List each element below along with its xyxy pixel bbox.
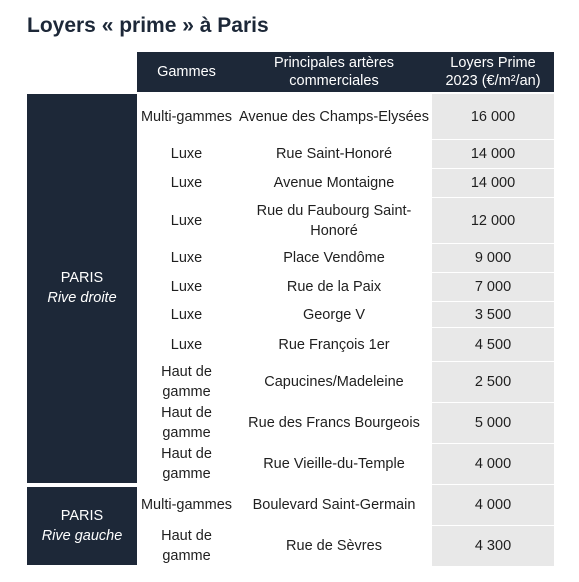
gamme-cell: Luxe	[137, 244, 236, 273]
gamme-cell: Luxe	[137, 273, 236, 302]
region-name: PARIS	[60, 270, 104, 287]
artere-cell: Rue Vieille-du-Temple	[236, 444, 432, 485]
loyer-cell: 3 500	[432, 302, 554, 328]
artere-cell: Capucines/Madeleine	[236, 362, 432, 403]
loyer-cell: 12 000	[432, 198, 554, 244]
gamme-cell: Luxe	[137, 198, 236, 244]
artere-cell: Rue du Faubourg Saint-Honoré	[236, 198, 432, 244]
gamme-cell: Luxe	[137, 169, 236, 198]
loyer-cell: 4 500	[432, 328, 554, 362]
loyer-cell: 14 000	[432, 169, 554, 198]
region-cell-rive-gauche	[27, 485, 137, 567]
region-subtitle: Rive droite	[47, 290, 117, 307]
artere-cell: Rue de Sèvres	[236, 526, 432, 567]
artere-cell: Rue des Francs Bourgeois	[236, 403, 432, 444]
loyer-cell: 4 300	[432, 526, 554, 567]
loyer-cell: 5 000	[432, 403, 554, 444]
table-row	[27, 93, 554, 140]
loyer-cell: 4 000	[432, 444, 554, 485]
gamme-cell: Haut de gamme	[137, 403, 236, 444]
gamme-cell: Multi-gammes	[137, 485, 236, 526]
loyer-cell: 9 000	[432, 244, 554, 273]
header-gammes: Gammes	[137, 52, 236, 93]
gamme-cell: Luxe	[137, 328, 236, 362]
region-cell-rive-droite	[27, 93, 137, 485]
artere-cell: Rue de la Paix	[236, 273, 432, 302]
gamme-cell: Luxe	[137, 302, 236, 328]
loyer-cell: 4 000	[432, 485, 554, 526]
artere-cell: Rue François 1er	[236, 328, 432, 362]
header-arteres: Principales artères commerciales	[236, 52, 432, 93]
artere-cell: George V	[236, 302, 432, 328]
header-blank-cell	[27, 52, 137, 93]
gamme-cell: Haut de gamme	[137, 444, 236, 485]
table-row	[27, 485, 554, 526]
loyer-cell: 14 000	[432, 140, 554, 169]
gamme-cell: Haut de gamme	[137, 362, 236, 403]
loyer-cell: 2 500	[432, 362, 554, 403]
prime-rents-table	[27, 52, 554, 569]
artere-cell: Rue Saint-Honoré	[236, 140, 432, 169]
loyer-cell: 16 000	[432, 93, 554, 140]
artere-cell: Boulevard Saint-Germain	[236, 485, 432, 526]
region-subtitle: Rive gauche	[41, 527, 123, 544]
header-loyers: Loyers Prime 2023 (€/m²/an)	[432, 52, 554, 93]
artere-cell: Avenue Montaigne	[236, 169, 432, 198]
page-title: Loyers « prime » à Paris	[27, 14, 269, 37]
artere-cell: Avenue des Champs-Elysées	[236, 93, 432, 140]
loyer-cell: 7 000	[432, 273, 554, 302]
gamme-cell: Multi-gammes	[137, 93, 236, 140]
artere-cell: Place Vendôme	[236, 244, 432, 273]
gamme-cell: Luxe	[137, 140, 236, 169]
region-name: PARIS	[60, 507, 104, 524]
gamme-cell: Haut de gamme	[137, 526, 236, 567]
